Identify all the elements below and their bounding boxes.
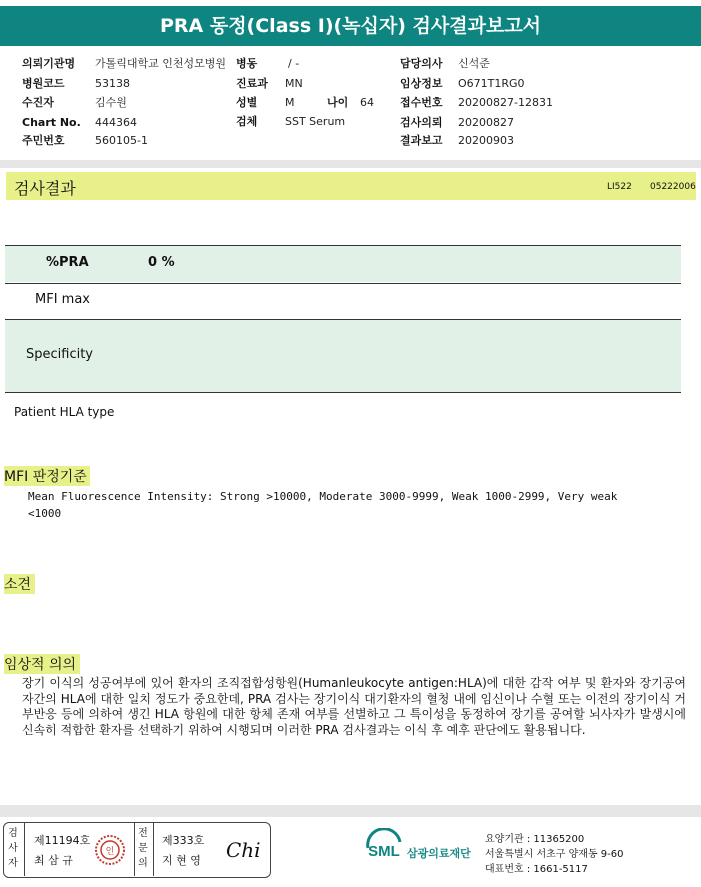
patient-label: 수진자: [22, 96, 54, 109]
specimen-value: SST Serum: [285, 115, 346, 128]
specificity-label: Specificity: [26, 347, 93, 362]
dept-label: 진료과: [236, 77, 268, 90]
specialist-label: 전문의: [138, 828, 148, 869]
code-value: 53138: [95, 77, 130, 90]
result-section-title: 검사결과: [14, 179, 76, 198]
org-name: 삼광의료재단: [407, 847, 471, 860]
chart-label: Chart No.: [22, 116, 81, 129]
clinical-value: O671T1RG0: [458, 77, 525, 90]
dept-value: MN: [285, 77, 303, 90]
test-date-code: 05222006: [650, 182, 696, 192]
hospital-label: 의뢰기관명: [22, 57, 76, 70]
doctor-value: 신석준: [458, 57, 490, 70]
rrn-value: 560105-1: [95, 134, 148, 147]
divider: [5, 392, 681, 393]
signature: Chi: [226, 838, 261, 862]
request-date-label: 검사의뢰: [400, 116, 443, 129]
age-value: 64: [360, 96, 374, 109]
inspector-license: 제11194호: [34, 834, 91, 847]
footer-separator: [0, 805, 701, 817]
care-institution-no: 요양기관 : 11365200: [485, 834, 585, 845]
mfi-criteria-title: MFI 판정기준: [4, 466, 90, 486]
age-label: 나이: [327, 96, 349, 109]
ward-label: 병동: [236, 57, 258, 70]
result-section-bar: [6, 172, 696, 200]
opinion-title: 소견: [4, 574, 35, 594]
specialist-name: 지 현 영: [162, 854, 201, 867]
clinical-meaning-title: 임상적 의의: [4, 654, 80, 674]
specificity-row: [5, 320, 681, 392]
sml-logo-icon: [364, 828, 404, 862]
report-title: PRA 동정(Class I)(녹십자) 검사결과보고서: [0, 6, 701, 46]
patient-value: 김수원: [95, 96, 127, 109]
specimen-label: 검체: [236, 115, 258, 128]
pra-value: 0 %: [148, 255, 175, 270]
ward-value: / -: [288, 57, 300, 70]
phone: 대표번호 : 1661-5117: [485, 864, 588, 875]
specialist-license: 제333호: [162, 834, 205, 847]
report-date-label: 결과보고: [400, 134, 443, 147]
seal-stamp: [94, 834, 126, 866]
address: 서울특별시 서초구 양재동 9-60: [485, 849, 624, 860]
clinical-label: 임상정보: [400, 77, 443, 90]
mfi-criteria-line1: Mean Fluorescence Intensity: Strong >10000, Moderate 3000-9999, Weak 1000-2999, Very weak: [28, 490, 618, 503]
receipt-label: 접수번호: [400, 96, 443, 109]
pra-row: [5, 246, 681, 282]
separator-bar: [0, 160, 701, 168]
sex-value: M: [285, 96, 295, 109]
clinical-meaning-text: 장기 이식의 성공여부에 있어 환자의 조직접합성항원(Humanleukocyte antigen:HLA)에 대한 감작 여부 및 환자와 장기공여자간의 HLA에 대한 일치 정도가 중요한데, PRA 검사는 장기이식 대기환자의 혈청 내에 임신이나 수혈 또는 이전의 장기이식 거부반응 등에 의하여 생긴 HLA 항원에 대한 항체 존재 여부를 선별하고 그 특이성을 동정하여 장기를 공여할 뇌사자가 발생시에 신속히 적합한 환자를 선택하기 위하여 시행되며 이러한 PRA 검사결과는 이식 후 예후 판단에도 활용됩니다.: [22, 676, 686, 737]
hospital-value: 가톨릭대학교 인천성모병원: [95, 57, 227, 70]
divider: [134, 823, 135, 876]
doctor-label: 담당의사: [400, 57, 443, 70]
mfi-max-label: MFI max: [35, 292, 90, 307]
divider: [24, 823, 25, 876]
seal-mark: 인: [105, 847, 115, 857]
divider: [5, 283, 681, 284]
pra-label: %PRA: [46, 255, 89, 270]
sex-label: 성별: [236, 96, 258, 109]
test-code: LI522: [607, 182, 632, 192]
logo-text: SML: [368, 843, 400, 860]
code-label: 병원코드: [22, 77, 65, 90]
chart-value: 444364: [95, 116, 137, 129]
divider: [153, 823, 154, 876]
inspector-name: 최 삼 규: [34, 854, 73, 867]
report-date-value: 20200903: [458, 134, 514, 147]
inspector-label: 검사자: [8, 828, 18, 869]
receipt-value: 20200827-12831: [458, 96, 553, 109]
request-date-value: 20200827: [458, 116, 514, 129]
patient-hla-label: Patient HLA type: [14, 405, 115, 419]
mfi-criteria-line2: <1000: [28, 507, 62, 520]
rrn-label: 주민번호: [22, 134, 65, 147]
